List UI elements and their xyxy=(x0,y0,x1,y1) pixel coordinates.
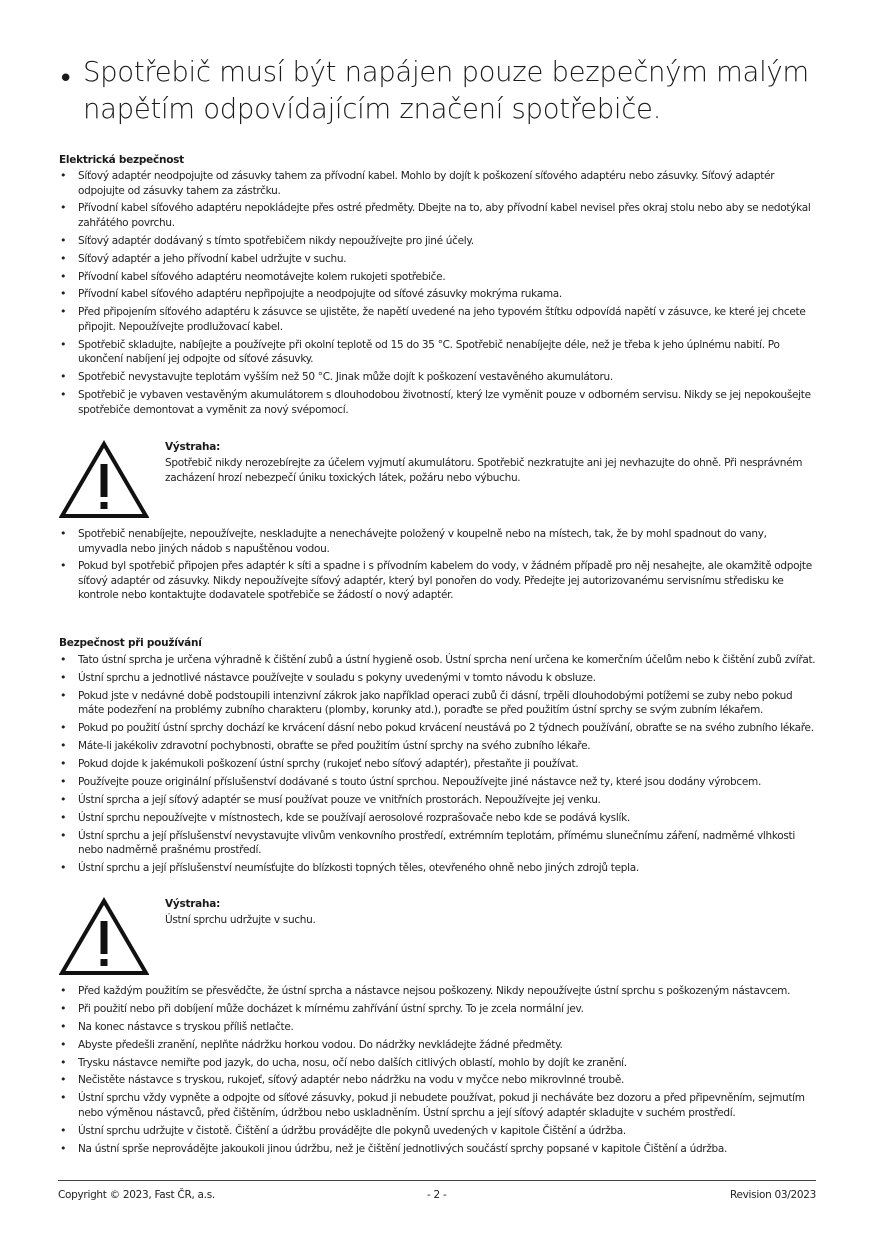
list-item: • Pokud dojde k jakémukoli poškození ústní sprchy (rukojeť nebo síťový adaptér), přestaňte ji používat. xyxy=(59,757,819,772)
list-item: • Pokud po použití ústní sprchy dochází ke krvácení dásní nebo pokud krvácení neustává po 2 týdnech používání, obraťte se na svého zubního lékaře. xyxy=(59,721,819,736)
section-title-usage: Bezpečnost při používání xyxy=(59,637,202,649)
list-item: • Ústní sprchu vždy vypněte a odpojte od síťové zásuvky, pokud ji nebudete používat, pokud ji necháváte bez dozoru a před připevněním, sejmutím nebo výměnou nástavců, před čištěním, údržbou nebo uskladněním. Ústní sprchu a její síťový adaptér skladujte v suchém prostředí. xyxy=(59,1091,819,1120)
list-item: • Síťový adaptér dodávaný s tímto spotřebičem nikdy nepoužívejte pro jiné účely. xyxy=(59,234,819,249)
footer-copyright: Copyright © 2023, Fast ČR, a.s. xyxy=(58,1189,215,1201)
warning-title: Výstraha: xyxy=(165,898,221,910)
footer-page-number: - 2 - xyxy=(427,1189,447,1201)
list-item: • Abyste předešli zranění, neplňte nádržku horkou vodou. Do nádržky nevkládejte žádné předměty. xyxy=(59,1038,819,1053)
list-item: • Přívodní kabel síťového adaptéru nepokládejte přes ostré předměty. Dbejte na to, aby přívodní kabel nevisel přes okraj stolu nebo aby se nedotýkal zahřátého povrchu. xyxy=(59,201,819,230)
list-item: • Spotřebič je vybaven vestavěným akumulátorem s dlouhodobou životností, který lze vyměnit pouze v odborném servisu. Nikdy se jej nepokoušejte spotřebiče demontovat a vyměnit za nový svépomocí. xyxy=(59,388,819,417)
list-item: • Trysku nástavce nemiřte pod jazyk, do ucha, nosu, očí nebo dalších citlivých oblastí, mohlo by dojít ke zranění. xyxy=(59,1056,819,1071)
list-item: • Používejte pouze originální příslušenství dodávané s touto ústní sprchou. Nepoužívejte jiné nástavce než ty, které jsou dodány výrobcem. xyxy=(59,775,819,790)
list-item: • Ústní sprchu a její příslušenství neumísťujte do blízkosti topných těles, otevřeného ohně nebo jiných zdrojů tepla. xyxy=(59,861,819,876)
list-item: • Při použití nebo při dobíjení může docházet k mírnému zahřívání ústní sprchy. To je zcela normální jev. xyxy=(59,1002,819,1017)
section-title-electrical: Elektrická bezpečnost xyxy=(59,154,184,166)
list-item: • Spotřebič skladujte, nabíjejte a používejte při okolní teplotě od 15 do 35 °C. Spotřebič nenabíjejte déle, než je třeba k jeho úplnému nabití. Po ukončení nabíjení jej odpojte od síťové zásuvky. xyxy=(59,338,819,367)
list-item: • Ústní sprchu a její příslušenství nevystavujte vlivům venkovního prostředí, extrémním teplotám, přímému slunečnímu záření, nadměrné vlhkosti nebo nadměrně prašnému prostředí. xyxy=(59,829,819,858)
list-item: • Máte-li jakékoliv zdravotní pochybnosti, obraťte se před použitím ústní sprchy na svého zubního lékaře. xyxy=(59,739,819,754)
warning-title: Výstraha: xyxy=(165,441,221,453)
electrical-safety-list xyxy=(59,169,819,420)
list-item: • Ústní sprcha a její síťový adaptér se musí používat pouze ve vnitřních prostorách. Nepoužívejte jej venku. xyxy=(59,793,819,808)
list-item: • Tato ústní sprcha je určena výhradně k čištění zubů a ústní hygieně osob. Ústní sprcha není určena ke komerčním účelům nebo k čištění zubů zvířat. xyxy=(59,653,819,668)
list-item: • Na konec nástavce s tryskou příliš netlačte. xyxy=(59,1020,819,1035)
list-item: • Ústní sprchu nepoužívejte v místnostech, kde se používají aerosolové rozprašovače nebo kde se podává kyslík. xyxy=(59,811,819,826)
usage-safety-list xyxy=(59,653,819,879)
list-item: • Přívodní kabel síťového adaptéru nepřipojujte a neodpojujte od síťové zásuvky mokrýma rukama. xyxy=(59,287,819,302)
list-item: • Síťový adaptér a jeho přívodní kabel udržujte v suchu. xyxy=(59,252,819,267)
list-item: • Na ústní sprše neprovádějte jakoukoli jinou údržbu, než je čištění jednotlivých součástí sprchy popsané v kapitole Čištění a údržba. xyxy=(59,1142,819,1157)
footer-revision: Revision 03/2023 xyxy=(729,1189,816,1201)
list-item: • Síťový adaptér neodpojujte od zásuvky tahem za přívodní kabel. Mohlo by dojít k poškození síťového adaptéru nebo zásuvky. Síťový adaptér odpojujte od zásuvky tahem za zástrčku. xyxy=(59,169,819,198)
list-item: • Před každým použitím se přesvědčte, že ústní sprcha a nástavce nejsou poškozeny. Nikdy nepoužívejte ústní sprchu s poškozeným nástavcem. xyxy=(59,984,819,999)
lead-text: Spotřebič musí být napájen pouze bezpečným malým napětím odpovídajícím značení spotřebiče. xyxy=(83,56,809,125)
electrical-safety-list-continued xyxy=(59,527,819,606)
usage-safety-list-continued xyxy=(59,984,819,1160)
warning-triangle-icon xyxy=(59,440,149,520)
list-item: • Ústní sprchu udržujte v čistotě. Čištění a údržbu provádějte dle pokynů uvedených v kapitole Čištění a údržba. xyxy=(59,1124,819,1139)
warning-text: Spotřebič nikdy nerozebírejte za účelem vyjmutí akumulátoru. Spotřebič nezkratujte ani jej nevhazujte do ohně. Při nesprávném zacházení hrozí nebezpečí úniku toxických látek, požáru nebo výbuchu. xyxy=(165,457,803,484)
list-item: • Ústní sprchu a jednotlivé nástavce používejte v souladu s pokyny uvedenými v tomto návodu k obsluze. xyxy=(59,671,819,686)
list-item: • Přívodní kabel síťového adaptéru neomotávejte kolem rukojeti spotřebiče. xyxy=(59,270,819,285)
footer-divider xyxy=(58,1180,816,1181)
warning-triangle-icon xyxy=(59,897,149,977)
list-item: • Spotřebič nenabíjejte, nepoužívejte, neskladujte a nenechávejte položený v koupelně nebo na místech, tak, že by mohl spadnout do vany, umyvadla nebo jiných nádob s napuštěnou vodou. xyxy=(59,527,819,556)
warning-text: Ústní sprchu udržujte v suchu. xyxy=(165,914,316,926)
bullet-glyph: • xyxy=(58,64,74,94)
list-item: • Před připojením síťového adaptéru k zásuvce se ujistěte, že napětí uvedené na jeho typovém štítku odpovídá napětí v zásuvce, ke které jej chcete připojit. Nepoužívejte prodlužovací kabel. xyxy=(59,305,819,334)
list-item: • Spotřebič nevystavujte teplotám vyšším než 50 °C. Jinak může dojít k poškození vestavěného akumulátoru. xyxy=(59,370,819,385)
list-item: • Pokud jste v nedávné době podstoupili intenzivní zákrok jako například operaci zubů či dásní, trpěli dlouhodobými potížemi se zuby nebo pokud máte podezření na problémy zubního charakteru (plomby, korunky atd.), poraďte se před použitím ústní sprchy se svým zubním lékařem. xyxy=(59,689,819,718)
list-item: • Pokud byl spotřebič připojen přes adaptér k síti a spadne i s přívodním kabelem do vody, v žádném případě pro něj nesahejte, ale okamžitě odpojte síťový adaptér od zásuvky. Nikdy nepoužívejte síťový adaptér, který byl ponořen do vody. Předejte jej autorizovanému servisnímu středisku ke kontrole nebo kontaktujte dodavatele spotřebiče se žádostí o nový adaptér. xyxy=(59,559,819,603)
list-item: • Nečistěte nástavce s tryskou, rukojeť, síťový adaptér nebo nádržku na vodu v myčce nebo mikrovlnné troubě. xyxy=(59,1073,819,1088)
lead-bullet xyxy=(58,54,828,128)
